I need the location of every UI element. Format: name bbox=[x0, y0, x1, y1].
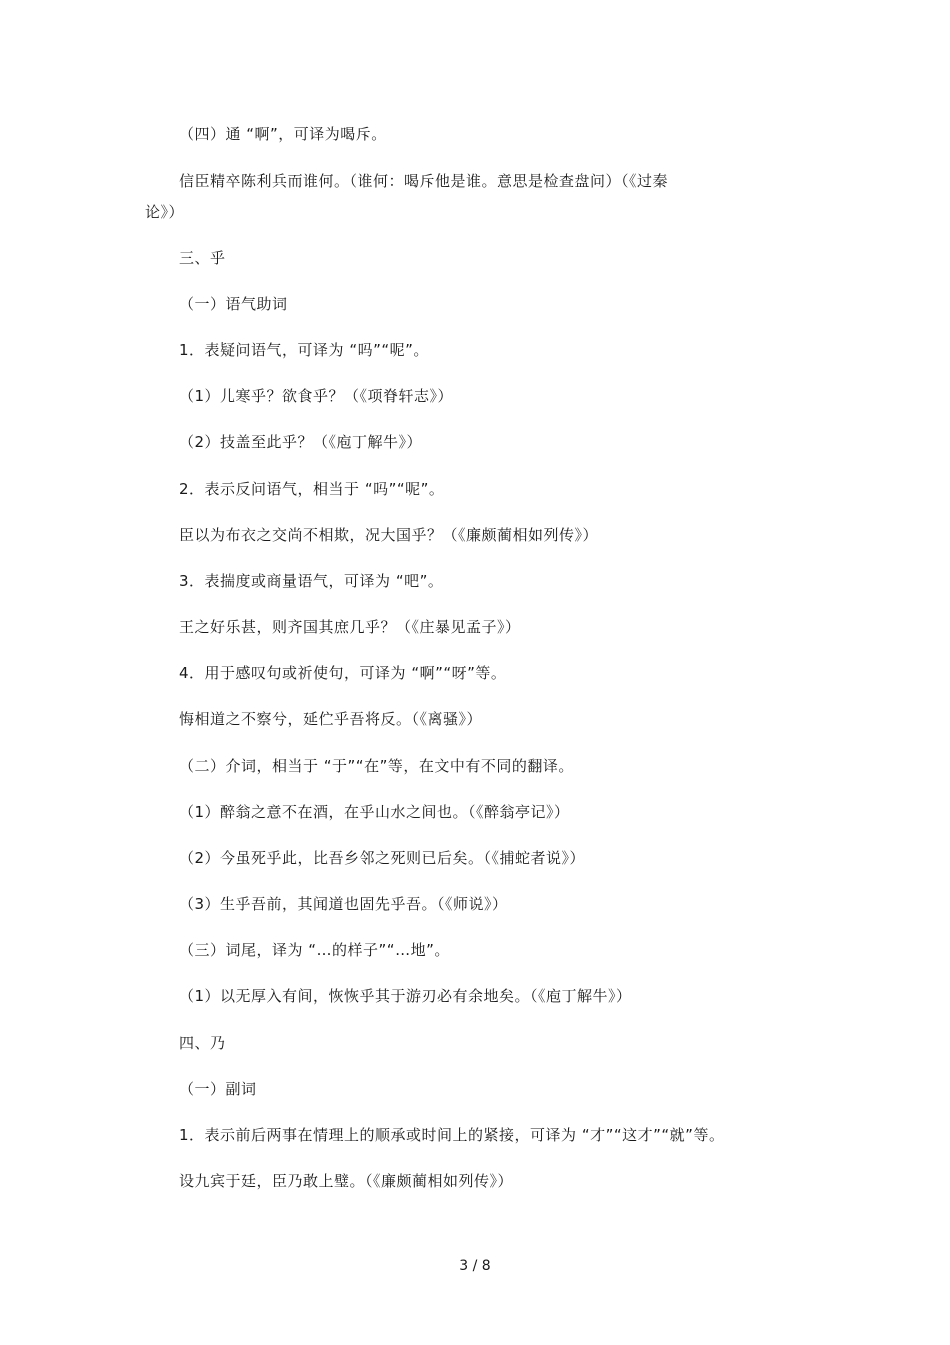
example-line: 王之好乐甚，则齐国其庶几乎？（《庄暴见孟子》） bbox=[179, 618, 521, 636]
text-line: （四）通 “啊”，可译为喝斥。 bbox=[179, 125, 387, 143]
subsection-heading: （一）副词 bbox=[179, 1080, 257, 1098]
text-line: 4．用于感叹句或祈使句，可译为 “啊”“呀”等。 bbox=[179, 664, 507, 682]
example-line: 悔相道之不察兮，延伫乎吾将反。（《离骚》） bbox=[179, 710, 483, 728]
section-heading: 四、乃 bbox=[179, 1034, 226, 1052]
text-line: 3．表揣度或商量语气，可译为 “吧”。 bbox=[179, 572, 444, 590]
example-line: （2）今虽死乎此，比吾乡邻之死则已后矣。（《捕蛇者说》） bbox=[179, 849, 586, 867]
text-line: 1．表疑问语气，可译为 “吗”“呢”。 bbox=[179, 341, 429, 359]
example-line: （1）醉翁之意不在酒，在乎山水之间也。（《醉翁亭记》） bbox=[179, 803, 570, 821]
text-line: 论》） bbox=[145, 203, 185, 221]
example-line: （1）儿寒乎？欲食乎？（《项脊轩志》） bbox=[179, 387, 454, 405]
text-line: 1．表示前后两事在情理上的顺承或时间上的紧接，可译为 “才”“这才”“就”等。 bbox=[179, 1126, 725, 1144]
page-number: 3 / 8 bbox=[459, 1258, 491, 1274]
subsection-heading: （一）语气助词 bbox=[179, 295, 288, 313]
example-line: （1）以无厚入有间，恢恢乎其于游刃必有余地矣。（《庖丁解牛》） bbox=[179, 987, 632, 1005]
text-line: 2．表示反问语气，相当于 “吗”“呢”。 bbox=[179, 480, 445, 498]
example-line: （3）生乎吾前，其闻道也固先乎吾。（《师说》） bbox=[179, 895, 508, 913]
text-line: 信臣精卒陈利兵而谁何。（谁何：喝斥他是谁。意思是检查盘问）（《过秦 bbox=[179, 172, 669, 190]
example-line: 臣以为布衣之交尚不相欺，况大国乎？（《廉颇蔺相如列传》） bbox=[179, 526, 599, 544]
section-heading: 三、乎 bbox=[179, 249, 226, 267]
subsection-heading: （二）介词，相当于 “于”“在”等，在文中有不同的翻译。 bbox=[179, 757, 574, 775]
example-line: 设九宾于廷，臣乃敢上璧。（《廉颇蔺相如列传》） bbox=[179, 1172, 514, 1190]
subsection-heading: （三）词尾，译为 “…的样子”“…地”。 bbox=[179, 941, 450, 959]
example-line: （2）技盖至此乎？（《庖丁解牛》） bbox=[179, 433, 423, 451]
